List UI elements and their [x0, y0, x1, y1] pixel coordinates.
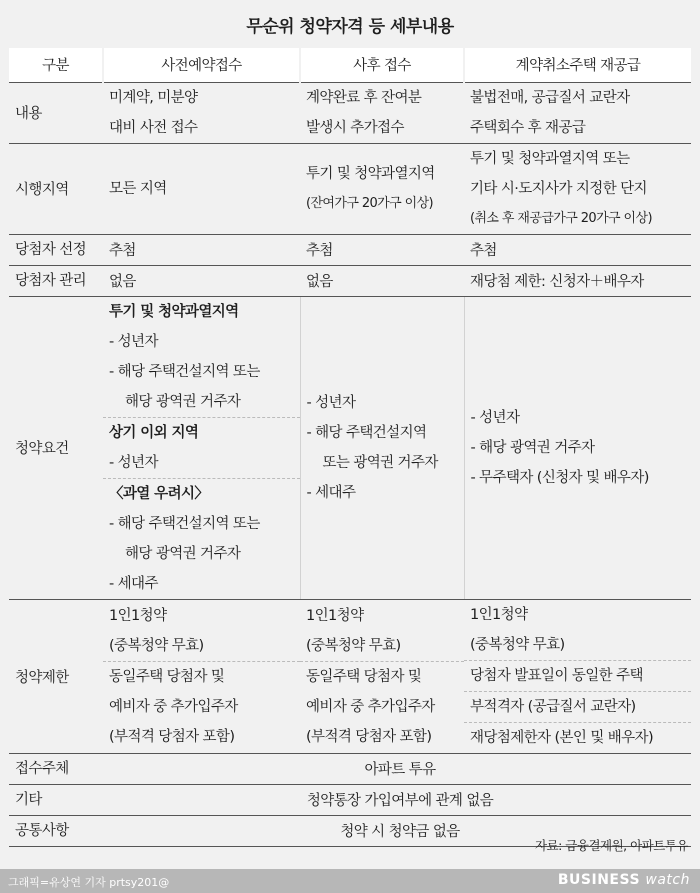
- row-content: [9, 82, 691, 143]
- cell-pre: 없음: [103, 265, 300, 296]
- row-label: [9, 265, 103, 296]
- row-management: [9, 265, 691, 296]
- cell-line: 부적격자 (공급질서 교란자): [470, 698, 636, 715]
- cell-line: 투기 및 청약과열지역 또는: [470, 150, 630, 167]
- footer-bar: [0, 869, 700, 893]
- cell-line: 1인1청약: [470, 606, 528, 623]
- cell-resupply: 추첨: [464, 234, 691, 265]
- header-row: [9, 48, 691, 82]
- cell-line: 미계약, 미분양: [109, 89, 198, 106]
- cell-line: 공통사항: [15, 822, 69, 839]
- cell-merged: 아파트 투유: [103, 753, 691, 784]
- cell-line: 예비자 중 추가입주자: [306, 698, 435, 715]
- cell-line: 1인1청약: [306, 607, 364, 624]
- cell-line: 당첨자 발표일이 동일한 주택: [470, 667, 643, 684]
- source-note: 자료: 금융결제원, 아파트투유: [534, 838, 688, 853]
- cell-line: - 무주택자 (신청자 및 배우자): [470, 469, 649, 486]
- cell-line: - 성년자: [306, 394, 356, 411]
- group-heading: 상기 이외 지역: [109, 424, 199, 441]
- cell-resupply: [464, 296, 691, 599]
- cell-line: (중복청약 무효): [470, 636, 565, 653]
- cell-line: 불법전매, 공급질서 교란자: [470, 89, 630, 106]
- cell-post: 추첨: [300, 234, 464, 265]
- row-label: 내용: [9, 82, 103, 143]
- row-label: [9, 753, 103, 784]
- cell-line: 또는 광역권 거주자: [322, 454, 438, 471]
- cell-merged: 청약 시 청약금 없음: [103, 815, 691, 846]
- page-title: 무순위 청약자격 등 세부내용: [246, 17, 454, 37]
- cell-line: 예비자 중 추가입주자: [109, 698, 238, 715]
- restriction-group: [103, 661, 300, 752]
- cell-post: [300, 82, 464, 143]
- cell-line: - 세대주: [306, 484, 356, 501]
- eligibility-table: [9, 48, 691, 847]
- cell-line: - 해당 주택건설지역: [306, 424, 427, 441]
- cell-line: 접수주체: [15, 760, 69, 777]
- cell-line: (부적격 당첨자 포함): [109, 728, 235, 745]
- restriction-group: [464, 600, 691, 660]
- graphic-credit: 그래픽=유상연 기자 prtsy201@: [8, 876, 170, 889]
- cell-line: - 성년자: [109, 333, 158, 350]
- row-subject: [9, 753, 691, 784]
- brand-part-a: BUSINESS: [557, 872, 641, 888]
- group-heading: 투기 및 청약과열지역: [109, 303, 239, 320]
- cell-pre: [103, 143, 300, 234]
- row-label: 시행지역: [9, 143, 103, 234]
- restriction-group: [464, 722, 691, 753]
- brand-logo: [558, 872, 690, 888]
- row-etc: [9, 784, 691, 815]
- cell-line: 해당 광역권 거주자: [125, 393, 241, 410]
- cell-line: - 해당 주택건설지역 또는: [109, 363, 260, 380]
- cell-line: 투기 및 청약과열지역: [306, 165, 435, 182]
- cell-pre: 추첨: [103, 234, 300, 265]
- cell-line: 동일주택 당첨자 및: [109, 668, 225, 685]
- cell-line: (취소 후 재공급가구 20가구 이상): [470, 210, 652, 226]
- cell-line: (중복청약 무효): [306, 637, 401, 654]
- cell-post: [300, 599, 464, 753]
- restriction-group: [300, 601, 464, 661]
- restriction-group: [464, 691, 691, 722]
- cell-merged: 청약통장 가입여부에 관계 없음: [103, 784, 691, 815]
- header-pre-reservation: 사전예약접수: [103, 48, 300, 82]
- cell-line: 재당첨제한자 (본인 및 배우자): [470, 729, 654, 746]
- row-label: [9, 234, 103, 265]
- row-label: 청약요건: [9, 296, 103, 599]
- restriction-group: [103, 601, 300, 661]
- cell-post: [300, 296, 464, 599]
- cell-line: 해당 광역권 거주자: [125, 545, 241, 562]
- cell-line: 당첨자 선정: [15, 241, 87, 258]
- restriction-group: [300, 661, 464, 752]
- cell-pre: [103, 599, 300, 753]
- cell-line: 기타 시·도지사가 지정한 단지: [470, 180, 647, 197]
- cell-pre: [103, 296, 300, 599]
- cell-line: (부적격 당첨자 포함): [306, 728, 432, 745]
- row-requirements: [9, 296, 691, 599]
- row-label: [9, 784, 103, 815]
- cell-line: 계약완료 후 잔여분: [306, 89, 422, 106]
- cell-line: - 해당 주택건설지역 또는: [109, 515, 260, 532]
- row-label: [9, 815, 103, 846]
- row-label: 청약제한: [9, 599, 103, 753]
- cell-resupply: [464, 143, 691, 234]
- cell-line: 기타: [15, 791, 42, 808]
- requirement-group: [103, 297, 300, 417]
- cell-line: 발생시 추가접수: [306, 119, 404, 136]
- cell-line: 주택회수 후 재공급: [470, 119, 586, 136]
- row-restriction: [9, 599, 691, 753]
- cell-post: 없음: [300, 265, 464, 296]
- cell-line: - 세대주: [109, 575, 158, 592]
- restriction-group: [464, 660, 691, 691]
- requirement-group: [103, 417, 300, 478]
- cell-line: - 해당 광역권 거주자: [470, 439, 595, 456]
- row-region: [9, 143, 691, 234]
- cell-resupply: [464, 599, 691, 753]
- cell-line: - 성년자: [470, 409, 520, 426]
- cell-line: (잔여가구 20가구 이상): [306, 195, 434, 211]
- group-heading: 〈과열 우려시〉: [109, 485, 209, 502]
- header-resupply: 계약취소주택 재공급: [464, 48, 691, 82]
- cell-post: [300, 143, 464, 234]
- cell-line: 대비 사전 접수: [109, 119, 198, 136]
- cell-line: 동일주택 당첨자 및: [306, 668, 422, 685]
- cell-pre: [103, 82, 300, 143]
- header-post-application: 사후 접수: [300, 48, 464, 82]
- requirement-group: [103, 478, 300, 599]
- row-selection: [9, 234, 691, 265]
- cell-line: 1인1청약: [109, 607, 167, 624]
- cell-resupply: 재당첨 제한: 신청자＋배우자: [464, 265, 691, 296]
- cell-line: 당첨자 관리: [15, 272, 87, 289]
- cell-line: - 성년자: [109, 454, 158, 471]
- brand-part-b: watch: [645, 872, 690, 888]
- cell-line: (중복청약 무효): [109, 637, 204, 654]
- cell-line: 모든 지역: [109, 180, 167, 197]
- cell-resupply: [464, 82, 691, 143]
- header-category: 구분: [9, 48, 103, 82]
